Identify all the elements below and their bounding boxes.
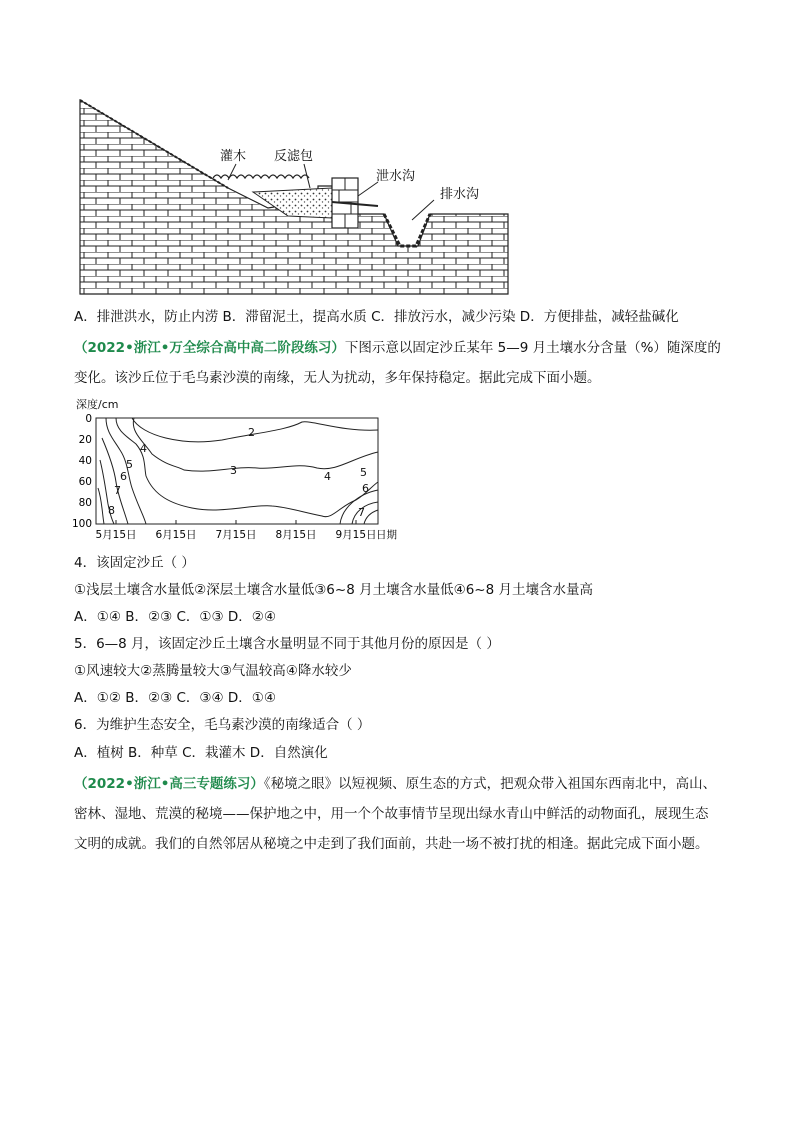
label-drain-ditch: 泄水沟 — [376, 169, 416, 184]
group3-intro-line1: （2022•浙江•高三专题练习）《秘境之眼》以短视频、原生态的方式，把观众带入祖国东西南北中，高山、 — [74, 776, 717, 792]
chart-xlabel: 日期 — [376, 529, 397, 541]
ytick-40: 40 — [78, 455, 92, 467]
xtick-jul: 7月15日 — [215, 529, 257, 541]
q4-statements: ①浅层土壤含水量低②深层土壤含水量低③6~8 月土壤含水量低④6~8 月土壤含水量高 — [74, 582, 593, 598]
source-tag: （2022•浙江•万全综合高中高二阶段练习） — [74, 340, 345, 356]
contour-label-7b: 7 — [358, 506, 365, 519]
ytick-0: 0 — [85, 413, 92, 425]
ytick-80: 80 — [78, 497, 92, 509]
q5-options: A．①② B．②③ C．③④ D．①④ — [74, 690, 277, 706]
ytick-100: 100 — [72, 518, 92, 530]
q6-stem: 6．为维护生态安全，毛乌素沙漠的南缘适合（ ） — [74, 717, 371, 733]
contour-label-2: 2 — [248, 426, 255, 439]
contour-label-3: 3 — [230, 464, 237, 477]
q4-options: A．①④ B．②③ C．①③ D．②④ — [74, 609, 277, 625]
contour-label-4b: 4 — [324, 470, 331, 483]
contour-label-6b: 6 — [362, 482, 369, 495]
group3-intro-line2: 密林、湿地、荒漠的秘境——保护地之中，用一个个故事情节呈现出绿水青山中鲜活的动物面孔，展现生态 — [74, 806, 709, 822]
xtick-aug: 8月15日 — [275, 529, 317, 541]
prev-question-options: A．排泄洪水，防止内涝 B．滞留泥土，提高水质 C．排放污水，减少污染 D．方便排盐，减轻盐碱化 — [74, 309, 679, 325]
contour-label-4a: 4 — [140, 442, 147, 455]
xtick-sep: 9月15日 — [335, 529, 377, 541]
slope-drainage-diagram — [78, 96, 518, 296]
label-filter: 反滤包 — [274, 149, 314, 164]
xtick-may: 5月15日 — [95, 529, 137, 541]
group2-intro-line2: 变化。该沙丘位于毛乌素沙漠的南缘，无人为扰动，多年保持稳定。据此完成下面小题。 — [74, 370, 601, 386]
ytick-60: 60 — [78, 476, 92, 488]
chart-ylabel: 深度/cm — [76, 398, 119, 411]
xtick-jun: 6月15日 — [155, 529, 197, 541]
group3-intro-line3: 文明的成就。我们的自然邻居从秘境之中走到了我们面前，共赴一场不被打扰的相逢。据此完成下面小题。 — [74, 836, 709, 852]
contour-label-5a: 5 — [126, 458, 133, 471]
ytick-20: 20 — [78, 434, 92, 446]
label-shrub: 灌木 — [220, 149, 247, 164]
q5-stem: 5．6—8 月，该固定沙丘土壤含水量明显不同于其他月份的原因是（ ） — [74, 636, 500, 652]
q6-options: A．植树 B．种草 C．栽灌木 D．自然演化 — [74, 745, 328, 761]
contour-label-8: 8 — [108, 504, 115, 517]
source-tag: （2022•浙江•高三专题练习） — [74, 776, 264, 792]
q5-statements: ①风速较大②蒸腾量较大③气温较高④降水较少 — [74, 663, 352, 679]
contour-label-5b: 5 — [360, 466, 367, 479]
shrub-line — [213, 175, 309, 178]
q4-stem: 4．该固定沙丘（ ） — [74, 555, 195, 571]
group2-intro-line1: （2022•浙江•万全综合高中高二阶段练习）下图示意以固定沙丘某年 5—9 月土壤水分含量（%）随深度的 — [74, 340, 721, 356]
contour-label-7a: 7 — [114, 484, 121, 497]
contour-label-6a: 6 — [120, 470, 127, 483]
label-discharge-ditch: 排水沟 — [440, 187, 480, 202]
soil-moisture-contour-chart — [72, 396, 412, 546]
